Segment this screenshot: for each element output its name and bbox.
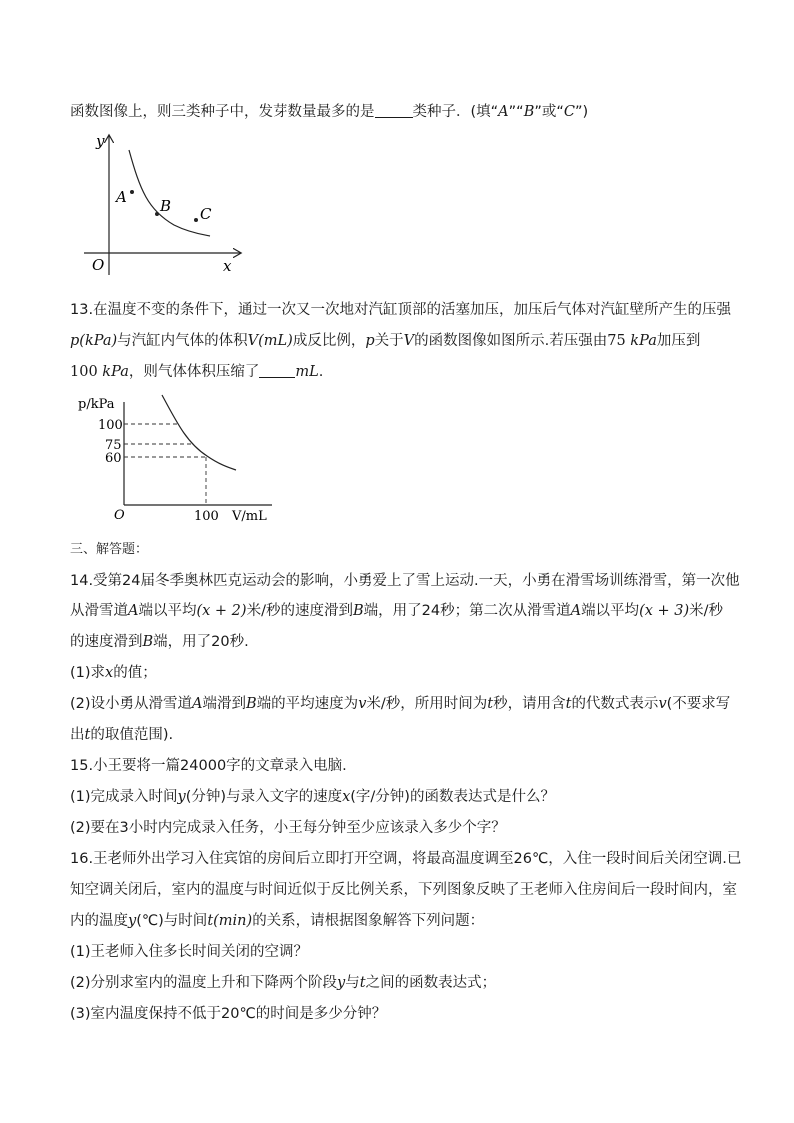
point-c <box>194 218 198 222</box>
q16-line-3: 内的温度y(℃)与时间t(min)的关系，请根据图象解答下列问题： <box>70 913 485 929</box>
q16-line-5: (2)分别求室内的温度上升和下降两个阶段y与t之间的函数表达式； <box>70 975 497 991</box>
q14-line-1: 14.受第24届冬季奥林匹克运动会的影响，小勇爱上了雪上运动.一天，小勇在滑雪场训练滑雪，第一次他 <box>70 573 740 589</box>
section-title: 三、解答题： <box>70 542 149 557</box>
point-b <box>155 212 159 216</box>
point-a-label: A <box>116 188 127 206</box>
q16-line-2: 知空调关闭后，室内的温度与时间近似于反比例关系，下列图象反映了王老师入住房间后一段时间内，室 <box>70 882 737 898</box>
q14-line-2: 从滑雪道A端以平均(x + 2)米/秒的速度滑到B端，用了24秒；第二次从滑雪道A端以平均(x + 3)米/秒 <box>70 603 724 619</box>
x-tick-100: 100 <box>194 509 219 524</box>
y-tick-60: 60 <box>105 451 122 466</box>
q14-line-3: 的速度滑到B端，用了20秒. <box>70 634 249 650</box>
answer-blank <box>375 103 413 118</box>
q15-line-1: 15.小王要将一篇24000字的文章录入电脑. <box>70 758 347 774</box>
q14-line-5: (2)设小勇从滑雪道A端滑到B端的平均速度为v米/秒，所用时间为t秒，请用含t的代数式表示v(不要求写 <box>70 696 731 712</box>
y-axis-label: p/kPa <box>78 397 115 412</box>
q13-line-3: 100 kPa，则气体体积压缩了 mL. <box>70 364 324 380</box>
q14-line-4: (1)求x的值； <box>70 665 157 681</box>
point-a <box>130 190 134 194</box>
x-axis-label: x <box>223 257 232 275</box>
answer-blank <box>259 363 295 378</box>
q15-line-3: (2)要在3小时内完成录入任务，小王每分钟至少应该录入多少个字？ <box>70 820 506 836</box>
origin-label: O <box>92 256 105 274</box>
q12-line: 函数图像上，则三类种子中，发芽数量最多的是 类种子．(填“A”“B”或“C”) <box>70 104 589 120</box>
inverse-curve <box>162 395 236 470</box>
q16-line-4: (1)王老师入住多长时间关闭的空调？ <box>70 944 309 960</box>
x-axis-label: V/mL <box>232 509 267 524</box>
q16-line-6: (3)室内温度保持不低于20℃的时间是多少分钟？ <box>70 1006 387 1022</box>
q15-line-2: (1)完成录入时间y(分钟)与录入文字的速度x(字/分钟)的函数表达式是什么？ <box>70 789 555 805</box>
y-tick-100: 100 <box>98 418 123 433</box>
point-c-label: C <box>200 205 212 223</box>
q14-line-6: 出t的取值范围). <box>70 727 174 743</box>
q16-line-1: 16.王老师外出学习入住宾馆的房间后立即打开空调，将最高温度调至26℃，入住一段时间后关闭空调.已 <box>70 851 742 867</box>
origin-label: O <box>114 508 125 523</box>
point-b-label: B <box>160 197 172 215</box>
hyperbola-curve <box>129 150 210 236</box>
y-tick-75: 75 <box>105 438 122 453</box>
q12-text: 函数图像上，则三类种子中，发芽数量最多的是 <box>70 104 375 120</box>
y-axis-label: y <box>96 132 105 150</box>
q13-graph <box>72 388 282 528</box>
q12-graph <box>80 130 250 278</box>
q13-line-1: 13.在温度不变的条件下，通过一次又一次地对汽缸顶部的活塞加压，加压后气体对汽缸壁所产生的压强 <box>70 302 732 318</box>
q13-line-2: p(kPa)与汽缸内气体的体积V(mL)成反比例，p关于V的函数图像如图所示.若压强由75 kPa加压到 <box>70 333 701 349</box>
